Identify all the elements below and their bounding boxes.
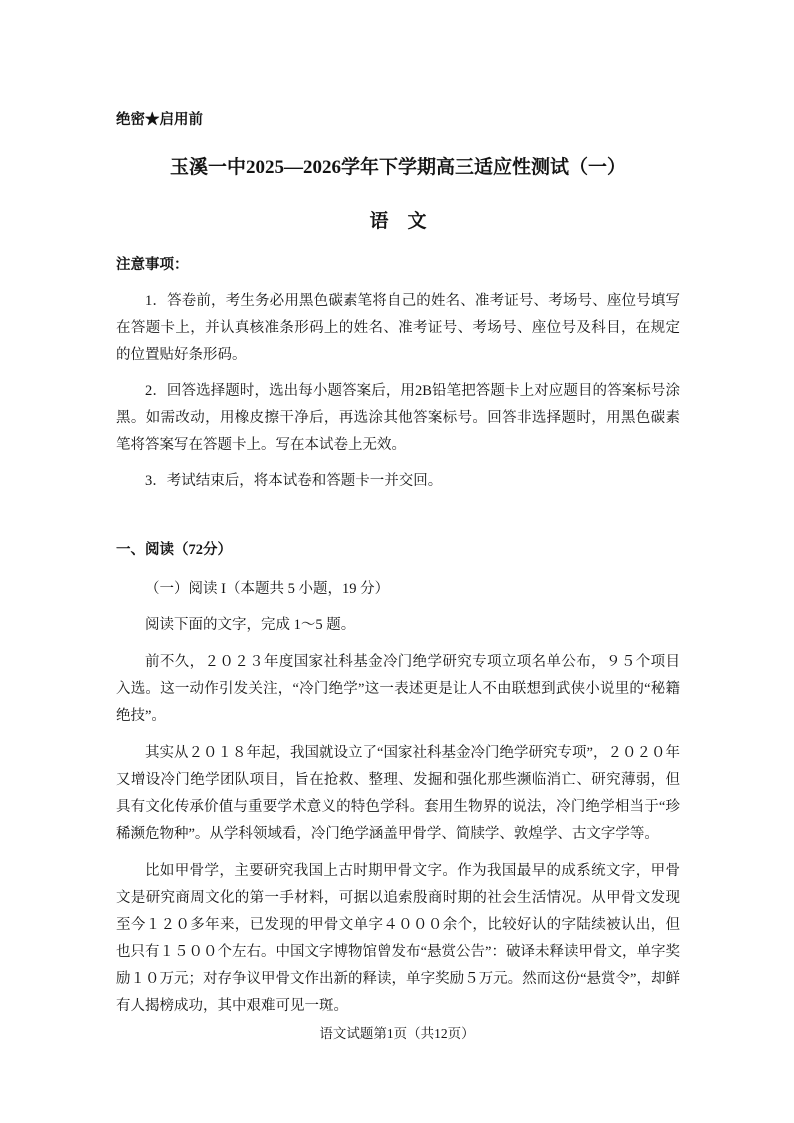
page-footer: 语文试题第1页（共12页）: [319, 1026, 475, 1041]
passage-paragraph-1: 前不久，２０２３年度国家社科基金冷门绝学研究专项立项名单公布，９５个项目入选。这一动作引发关注，“冷门绝学”这一表述更是让人不由联想到武侠小说里的“秘籍绝技”。: [116, 654, 680, 724]
passage-paragraph-3: 比如甲骨学，主要研究我国上古时期甲骨文字。作为我国最早的成系统文字，甲骨文是研究商周文化的第一手材料，可据以追索殷商时期的社会生活情况。从甲骨文发现至今１２０多年来，已发现的甲骨文单字４０００余个，比较好认的字陆续被认出，但也只有１５００个左右。中国文字博物馆曾发布“悬赏公告”：破译未释读甲骨文，单字奖励１０万元；对存争议甲骨文作出新的释读，单字奖励５万元。然而这份“悬赏令”，却鲜有人揭榜成功，其中艰难可见一斑。: [116, 863, 680, 1014]
subject-title: 语 文: [369, 211, 427, 232]
reading-instruction: 阅读下面的文字，完成 1～5 题。: [145, 617, 356, 633]
notice-item-1: 1．答卷前，考生务必用黑色碳素笔将自己的姓名、准考证号、考场号、座位号填写在答题卡上，并认真核准条形码上的姓名、准考证号、考场号、座位号及科目，在规定的位置贴好条形码。: [116, 293, 680, 363]
passage-paragraph-2: 其实从２０１８年起，我国就设立了“国家社科基金冷门绝学研究专项”，２０２０年又增设冷门绝学团队项目，旨在抢救、整理、发掘和强化那些濒临消亡、研究薄弱，但具有文化传承价值与重要学术意义的特色学科。套用生物界的说法，冷门绝学相当于“珍稀濒危物种”。从学科领域看，冷门绝学涵盖甲骨学、简牍学、敦煌学、古文字学等。: [116, 745, 680, 842]
notice-item-2: 2．回答选择题时，选出每小题答案后，用2B铅笔把答题卡上对应题目的答案标号涂黑。如需改动，用橡皮擦干净后，再选涂其他答案标号。回答非选择题时，用黑色碳素笔将答案写在答题卡上。写在本试卷上无效。: [116, 383, 680, 453]
notice-item-3: 3．考试结束后，将本试卷和答题卡一并交回。: [145, 473, 443, 489]
notices-heading: 注意事项：: [116, 257, 189, 273]
secrecy-label: 绝密★启用前: [116, 112, 203, 128]
exam-title: 玉溪一中2025—2026学年下学期高三适应性测试（一）: [169, 157, 626, 178]
section-heading-reading: 一、阅读（72分）: [116, 542, 232, 558]
subsection-heading-reading-1: （一）阅读 I（本题共 5 小题，19 分）: [145, 581, 390, 597]
